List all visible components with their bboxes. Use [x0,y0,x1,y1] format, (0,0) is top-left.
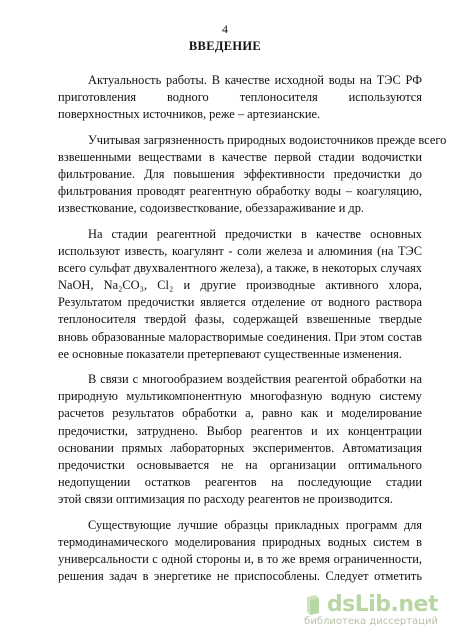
text-line: взвешенными веществами в качестве первой стадии водочистки [58,149,422,164]
paragraph-relevance [58,72,422,124]
paragraph-filtration [58,132,447,218]
section-heading: ВВЕДЕНИЕ [188,39,262,53]
text-line: Результатом предочистки является отделение от водного раствора [58,295,422,310]
text-line: универсальности с одной стороны и, в то же время ограниченности, [58,551,422,566]
text-line: Существующие лучшие образцы прикладных программ для [88,517,422,532]
text-line: природную мультикомпонентную многофазную водную систему [58,389,422,404]
text-line: вновь образованные малорастворимые соединения. При этом состав [58,329,422,344]
text-line: предочистки, затруднено. Выбор реагентов и их концентрации [58,423,422,438]
text-line: ее основные показатели претерпевают существенные изменения. [58,346,402,361]
text-line: NaOH, Na₂CO₃, Cl₂ и другие производные активного хлора, [58,278,422,293]
paragraph-software [58,517,422,586]
page-number: 4 [222,22,228,36]
text-line: Актуальность работы. В качестве исходной воды на ТЭС РФ [88,73,422,87]
text-line: термодинамического моделирования природных водных систем в [58,534,422,549]
text-line: основании прямых лабораторных экспериментов. Автоматизация [58,440,422,455]
text-line: расчетов результатов обработки а, равно как и моделирование [58,406,422,421]
paragraph-reagents [58,226,422,364]
watermark-logo: dsLib.net [326,592,438,617]
text-line: поверхностных источников, реже – артезианские. [58,107,321,122]
text-line: На стадии реагентной предочистки в качестве основных [88,226,422,241]
text-line: решения задач в энергетике не приспособлены. Следует отметить [58,569,422,584]
text-line: Учитывая загрязненность природных водоисточников прежде всего [88,132,447,147]
book-logo-icon [304,594,322,616]
text-line: В связи с многообразием воздействия реагентой обработки на [88,372,422,387]
text-line: предочистки основывается не на организации оптимального [58,458,422,472]
document-body [58,72,447,593]
text-line: фильтрования проводят реагентную обработку воды – коагуляцию, [58,184,422,199]
text-line: недопущении остатков реагентов на последующие стадии [58,475,422,490]
watermark-subtitle: библиотека диссертаций [304,616,438,627]
text-line: фильтрование. Для повышения эффективности предочистки до [58,166,422,181]
text-line: используют известь, коагулянт - соли железа и алюминия (на ТЭС [58,243,422,258]
text-line: теплоносителя твердой фазы, содержащей взвешенные твердые [58,312,422,327]
text-line: этой связи оптимизация по расходу реагентов не производится. [58,492,393,507]
text-line: приготовления водного теплоносителя используются [58,90,422,105]
dslib-watermark [302,592,442,630]
text-line: известкование, содоизвесткование, обеззараживание и др. [58,201,365,216]
text-line: всего сульфат двухвалентного железа), а также, в некоторых случаях [58,260,422,275]
paragraph-modeling [58,371,422,509]
